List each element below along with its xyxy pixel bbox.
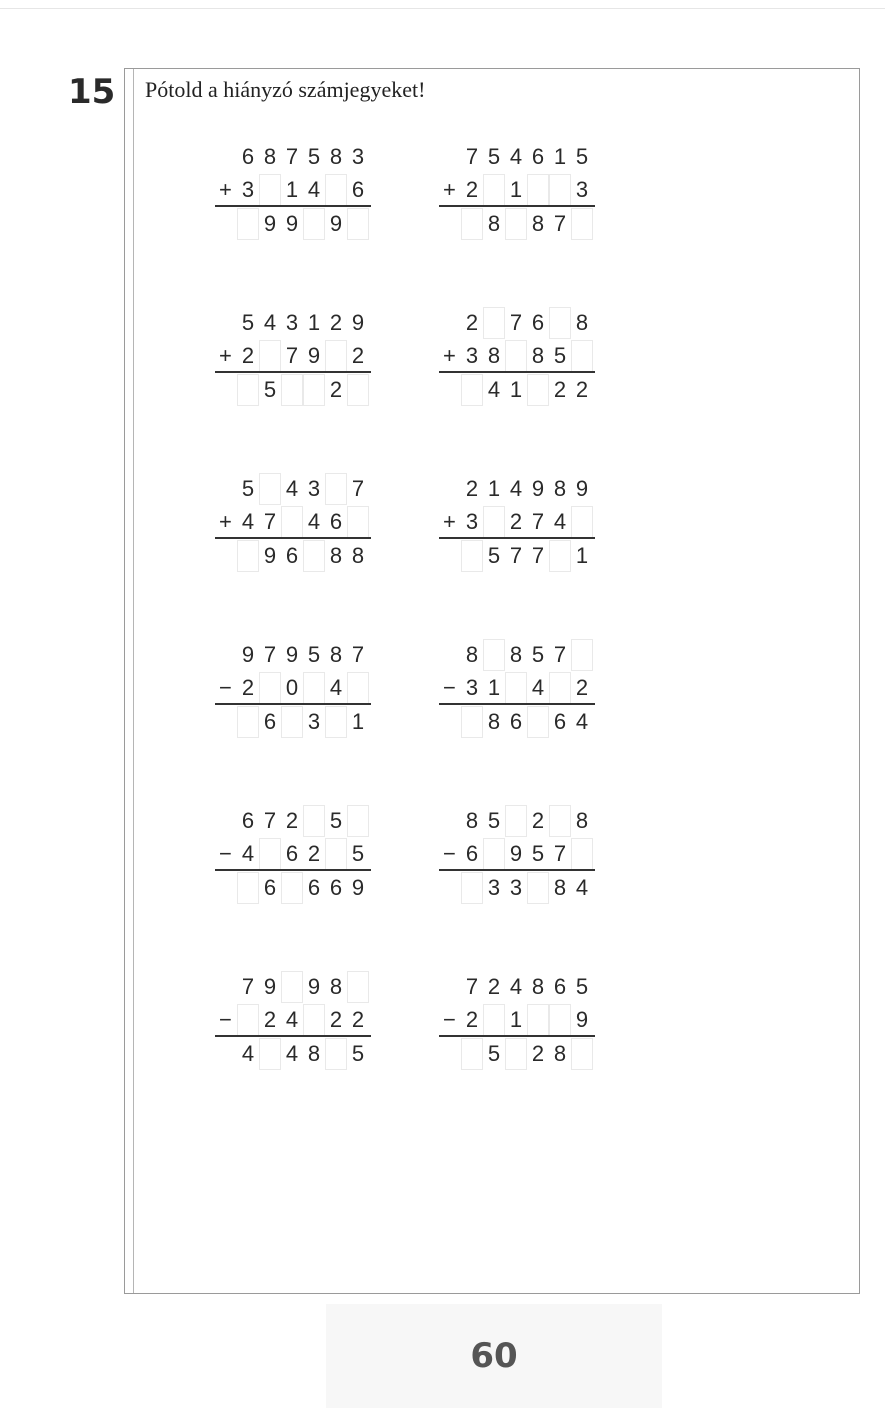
digit: 5 (487, 144, 501, 169)
digit: 1 (487, 675, 501, 700)
missing-digit-box[interactable] (461, 374, 483, 406)
digit: 5 (351, 1041, 365, 1066)
digit: 7 (553, 642, 567, 667)
problem-5 (219, 473, 397, 573)
digit: 6 (531, 310, 545, 335)
digit: 6 (263, 875, 277, 900)
missing-digit-box[interactable] (259, 174, 281, 206)
digit: 9 (241, 642, 255, 667)
missing-digit-box[interactable] (549, 672, 571, 704)
missing-digit-box[interactable] (303, 1004, 325, 1036)
digit: 8 (553, 875, 567, 900)
page-number: 60 (326, 1304, 662, 1408)
digit: 5 (241, 476, 255, 501)
missing-digit-box[interactable] (505, 672, 527, 704)
plus-sign: + (443, 177, 456, 202)
plus-sign: + (443, 343, 456, 368)
minus-sign: − (443, 675, 456, 700)
missing-digit-box[interactable] (549, 805, 571, 837)
missing-digit-box[interactable] (237, 208, 259, 240)
missing-digit-box[interactable] (549, 1004, 571, 1036)
exercise-number: 15 (68, 72, 116, 112)
missing-digit-box[interactable] (483, 174, 505, 206)
digit: 7 (351, 642, 365, 667)
minus-sign: − (219, 1007, 232, 1032)
digit: 1 (307, 310, 321, 335)
digit: 2 (575, 377, 589, 402)
missing-digit-box[interactable] (303, 374, 325, 406)
digit: 2 (241, 343, 255, 368)
digit: 8 (509, 642, 523, 667)
digit: 6 (553, 709, 567, 734)
digit: 9 (263, 211, 277, 236)
digit: 1 (509, 1007, 523, 1032)
digit: 9 (329, 211, 343, 236)
missing-digit-box[interactable] (347, 971, 369, 1003)
problem-9 (219, 805, 397, 905)
digit: 8 (329, 543, 343, 568)
digit: 4 (241, 841, 255, 866)
problem-3 (219, 307, 397, 407)
digit: 3 (575, 177, 589, 202)
digit: 1 (509, 177, 523, 202)
missing-digit-box[interactable] (461, 1038, 483, 1070)
result-line (215, 1035, 371, 1037)
digit: 4 (263, 310, 277, 335)
digit: 1 (351, 709, 365, 734)
missing-digit-box[interactable] (505, 340, 527, 372)
digit: 6 (351, 177, 365, 202)
digit: 6 (285, 841, 299, 866)
digit: 2 (329, 1007, 343, 1032)
digit: 1 (575, 543, 589, 568)
digit: 4 (575, 709, 589, 734)
digit: 9 (307, 974, 321, 999)
digit: 2 (329, 310, 343, 335)
digit: 6 (241, 144, 255, 169)
problem-10 (443, 805, 621, 905)
missing-digit-box[interactable] (325, 1038, 347, 1070)
missing-digit-box[interactable] (483, 307, 505, 339)
digit: 8 (307, 1041, 321, 1066)
plus-sign: + (219, 509, 232, 534)
digit: 9 (351, 875, 365, 900)
digit: 2 (531, 1041, 545, 1066)
digit: 4 (329, 675, 343, 700)
digit: 8 (487, 211, 501, 236)
missing-digit-box[interactable] (347, 805, 369, 837)
digit: 5 (531, 841, 545, 866)
digit: 2 (241, 675, 255, 700)
digit: 4 (307, 509, 321, 534)
digit: 9 (351, 310, 365, 335)
missing-digit-box[interactable] (571, 340, 593, 372)
missing-digit-box[interactable] (281, 971, 303, 1003)
digit: 5 (575, 144, 589, 169)
digit: 4 (241, 509, 255, 534)
digit: 8 (575, 808, 589, 833)
problem-2 (443, 141, 621, 241)
digit: 5 (329, 808, 343, 833)
result-line (439, 869, 595, 871)
missing-digit-box[interactable] (461, 540, 483, 572)
digit: 5 (553, 343, 567, 368)
missing-digit-box[interactable] (483, 506, 505, 538)
digit: 7 (285, 343, 299, 368)
problem-4 (443, 307, 621, 407)
digit: 7 (553, 211, 567, 236)
missing-digit-box[interactable] (325, 340, 347, 372)
digit: 5 (487, 808, 501, 833)
missing-digit-box[interactable] (237, 706, 259, 738)
missing-digit-box[interactable] (505, 805, 527, 837)
digit: 2 (465, 177, 479, 202)
digit: 3 (509, 875, 523, 900)
digit: 4 (509, 144, 523, 169)
digit: 7 (531, 543, 545, 568)
plus-sign: + (219, 343, 232, 368)
result-line (215, 869, 371, 871)
digit: 3 (351, 144, 365, 169)
missing-digit-box[interactable] (347, 672, 369, 704)
missing-digit-box[interactable] (483, 639, 505, 671)
missing-digit-box[interactable] (527, 174, 549, 206)
missing-digit-box[interactable] (527, 1004, 549, 1036)
digit: 4 (509, 974, 523, 999)
minus-sign: − (443, 841, 456, 866)
digit: 3 (285, 310, 299, 335)
result-line (439, 205, 595, 207)
missing-digit-box[interactable] (527, 374, 549, 406)
digit: 2 (465, 1007, 479, 1032)
digit: 4 (285, 1041, 299, 1066)
result-line (439, 371, 595, 373)
digit: 5 (575, 974, 589, 999)
digit: 7 (465, 974, 479, 999)
digit: 1 (285, 177, 299, 202)
digit: 8 (351, 543, 365, 568)
missing-digit-box[interactable] (347, 374, 369, 406)
plus-sign: + (219, 177, 232, 202)
result-line (215, 205, 371, 207)
missing-digit-box[interactable] (237, 540, 259, 572)
digit: 6 (531, 144, 545, 169)
digit: 3 (465, 343, 479, 368)
missing-digit-box[interactable] (281, 506, 303, 538)
digit: 8 (329, 144, 343, 169)
minus-sign: − (219, 675, 232, 700)
missing-digit-box[interactable] (325, 838, 347, 870)
digit: 9 (285, 642, 299, 667)
digit: 8 (531, 211, 545, 236)
missing-digit-box[interactable] (549, 540, 571, 572)
digit: 1 (509, 377, 523, 402)
digit: 9 (509, 841, 523, 866)
digit: 4 (307, 177, 321, 202)
digit: 7 (509, 543, 523, 568)
digit: 1 (553, 144, 567, 169)
digit: 9 (575, 476, 589, 501)
digit: 2 (487, 974, 501, 999)
digit: 5 (531, 642, 545, 667)
digit: 8 (329, 974, 343, 999)
digit: 7 (263, 808, 277, 833)
result-line (215, 703, 371, 705)
digit: 7 (351, 476, 365, 501)
digit: 2 (465, 476, 479, 501)
digit: 3 (465, 675, 479, 700)
digit: 2 (351, 1007, 365, 1032)
missing-digit-box[interactable] (259, 340, 281, 372)
digit: 9 (575, 1007, 589, 1032)
missing-digit-box[interactable] (347, 208, 369, 240)
digit: 6 (553, 974, 567, 999)
problem-8 (443, 639, 621, 739)
digit: 7 (241, 974, 255, 999)
digit: 4 (285, 476, 299, 501)
missing-digit-box[interactable] (461, 706, 483, 738)
digit: 8 (575, 310, 589, 335)
digit: 5 (241, 310, 255, 335)
missing-digit-box[interactable] (259, 672, 281, 704)
digit: 7 (509, 310, 523, 335)
missing-digit-box[interactable] (505, 208, 527, 240)
digit: 7 (531, 509, 545, 534)
missing-digit-box[interactable] (461, 872, 483, 904)
missing-digit-box[interactable] (303, 208, 325, 240)
missing-digit-box[interactable] (527, 872, 549, 904)
missing-digit-box[interactable] (259, 1038, 281, 1070)
result-line (215, 371, 371, 373)
missing-digit-box[interactable] (259, 473, 281, 505)
digit: 1 (487, 476, 501, 501)
missing-digit-box[interactable] (461, 208, 483, 240)
digit: 6 (241, 808, 255, 833)
digit: 2 (531, 808, 545, 833)
scan-top-edge (0, 8, 885, 9)
exercise-instruction: Pótold a hiányzó számjegyeket! (145, 77, 426, 102)
digit: 8 (465, 642, 479, 667)
missing-digit-box[interactable] (281, 706, 303, 738)
digit: 8 (553, 476, 567, 501)
missing-digit-box[interactable] (237, 1004, 259, 1036)
missing-digit-box[interactable] (281, 872, 303, 904)
result-line (215, 537, 371, 539)
digit: 2 (509, 509, 523, 534)
problem-6 (443, 473, 621, 573)
missing-digit-box[interactable] (505, 1038, 527, 1070)
digit: 3 (487, 875, 501, 900)
result-line (439, 1035, 595, 1037)
digit: 2 (553, 377, 567, 402)
plus-sign: + (443, 509, 456, 534)
missing-digit-box[interactable] (571, 1038, 593, 1070)
digit: 5 (487, 543, 501, 568)
problem-1 (219, 141, 397, 241)
digit: 6 (329, 509, 343, 534)
digit: 9 (531, 476, 545, 501)
missing-digit-box[interactable] (325, 473, 347, 505)
digit: 5 (487, 1041, 501, 1066)
missing-digit-box[interactable] (483, 1004, 505, 1036)
minus-sign: − (443, 1007, 456, 1032)
digit: 8 (263, 144, 277, 169)
missing-digit-box[interactable] (549, 174, 571, 206)
digit: 4 (553, 509, 567, 534)
digit: 9 (263, 974, 277, 999)
digit: 5 (307, 144, 321, 169)
missing-digit-box[interactable] (325, 706, 347, 738)
digit: 4 (487, 377, 501, 402)
digit: 3 (241, 177, 255, 202)
digit: 2 (285, 808, 299, 833)
digit: 3 (465, 509, 479, 534)
missing-digit-box[interactable] (571, 506, 593, 538)
missing-digit-box[interactable] (303, 672, 325, 704)
digit: 4 (241, 1041, 255, 1066)
digit: 6 (285, 543, 299, 568)
missing-digit-box[interactable] (571, 639, 593, 671)
result-line (439, 537, 595, 539)
digit: 8 (531, 974, 545, 999)
result-line (439, 703, 595, 705)
digit: 4 (285, 1007, 299, 1032)
digit: 7 (263, 642, 277, 667)
missing-digit-box[interactable] (571, 838, 593, 870)
missing-digit-box[interactable] (237, 374, 259, 406)
digit: 9 (285, 211, 299, 236)
digit: 2 (307, 841, 321, 866)
digit: 5 (307, 642, 321, 667)
digit: 2 (329, 377, 343, 402)
minus-sign: − (219, 841, 232, 866)
digit: 2 (351, 343, 365, 368)
digit: 7 (553, 841, 567, 866)
digit: 0 (285, 675, 299, 700)
digit: 6 (329, 875, 343, 900)
missing-digit-box[interactable] (549, 307, 571, 339)
missing-digit-box[interactable] (571, 208, 593, 240)
problem-12 (443, 971, 621, 1071)
missing-digit-box[interactable] (303, 540, 325, 572)
digit: 2 (263, 1007, 277, 1032)
digit: 2 (465, 310, 479, 335)
frame-margin-line (133, 69, 134, 1293)
digit: 6 (307, 875, 321, 900)
digit: 6 (509, 709, 523, 734)
missing-digit-box[interactable] (325, 174, 347, 206)
digit: 8 (465, 808, 479, 833)
problem-11 (219, 971, 397, 1071)
missing-digit-box[interactable] (347, 506, 369, 538)
digit: 9 (263, 543, 277, 568)
exercise-frame (124, 68, 860, 1294)
problem-7 (219, 639, 397, 739)
digit: 5 (263, 377, 277, 402)
digit: 6 (263, 709, 277, 734)
missing-digit-box[interactable] (527, 706, 549, 738)
missing-digit-box[interactable] (237, 872, 259, 904)
digit: 4 (531, 675, 545, 700)
digit: 7 (263, 509, 277, 534)
digit: 7 (285, 144, 299, 169)
digit: 8 (329, 642, 343, 667)
digit: 3 (307, 709, 321, 734)
digit: 8 (487, 709, 501, 734)
digit: 2 (575, 675, 589, 700)
digit: 5 (351, 841, 365, 866)
missing-digit-box[interactable] (303, 805, 325, 837)
digit: 8 (487, 343, 501, 368)
digit: 3 (307, 476, 321, 501)
digit: 9 (307, 343, 321, 368)
digit: 8 (553, 1041, 567, 1066)
digit: 4 (575, 875, 589, 900)
digit: 7 (465, 144, 479, 169)
missing-digit-box[interactable] (281, 374, 303, 406)
digit: 4 (509, 476, 523, 501)
digit: 8 (531, 343, 545, 368)
missing-digit-box[interactable] (259, 838, 281, 870)
missing-digit-box[interactable] (483, 838, 505, 870)
digit: 6 (465, 841, 479, 866)
